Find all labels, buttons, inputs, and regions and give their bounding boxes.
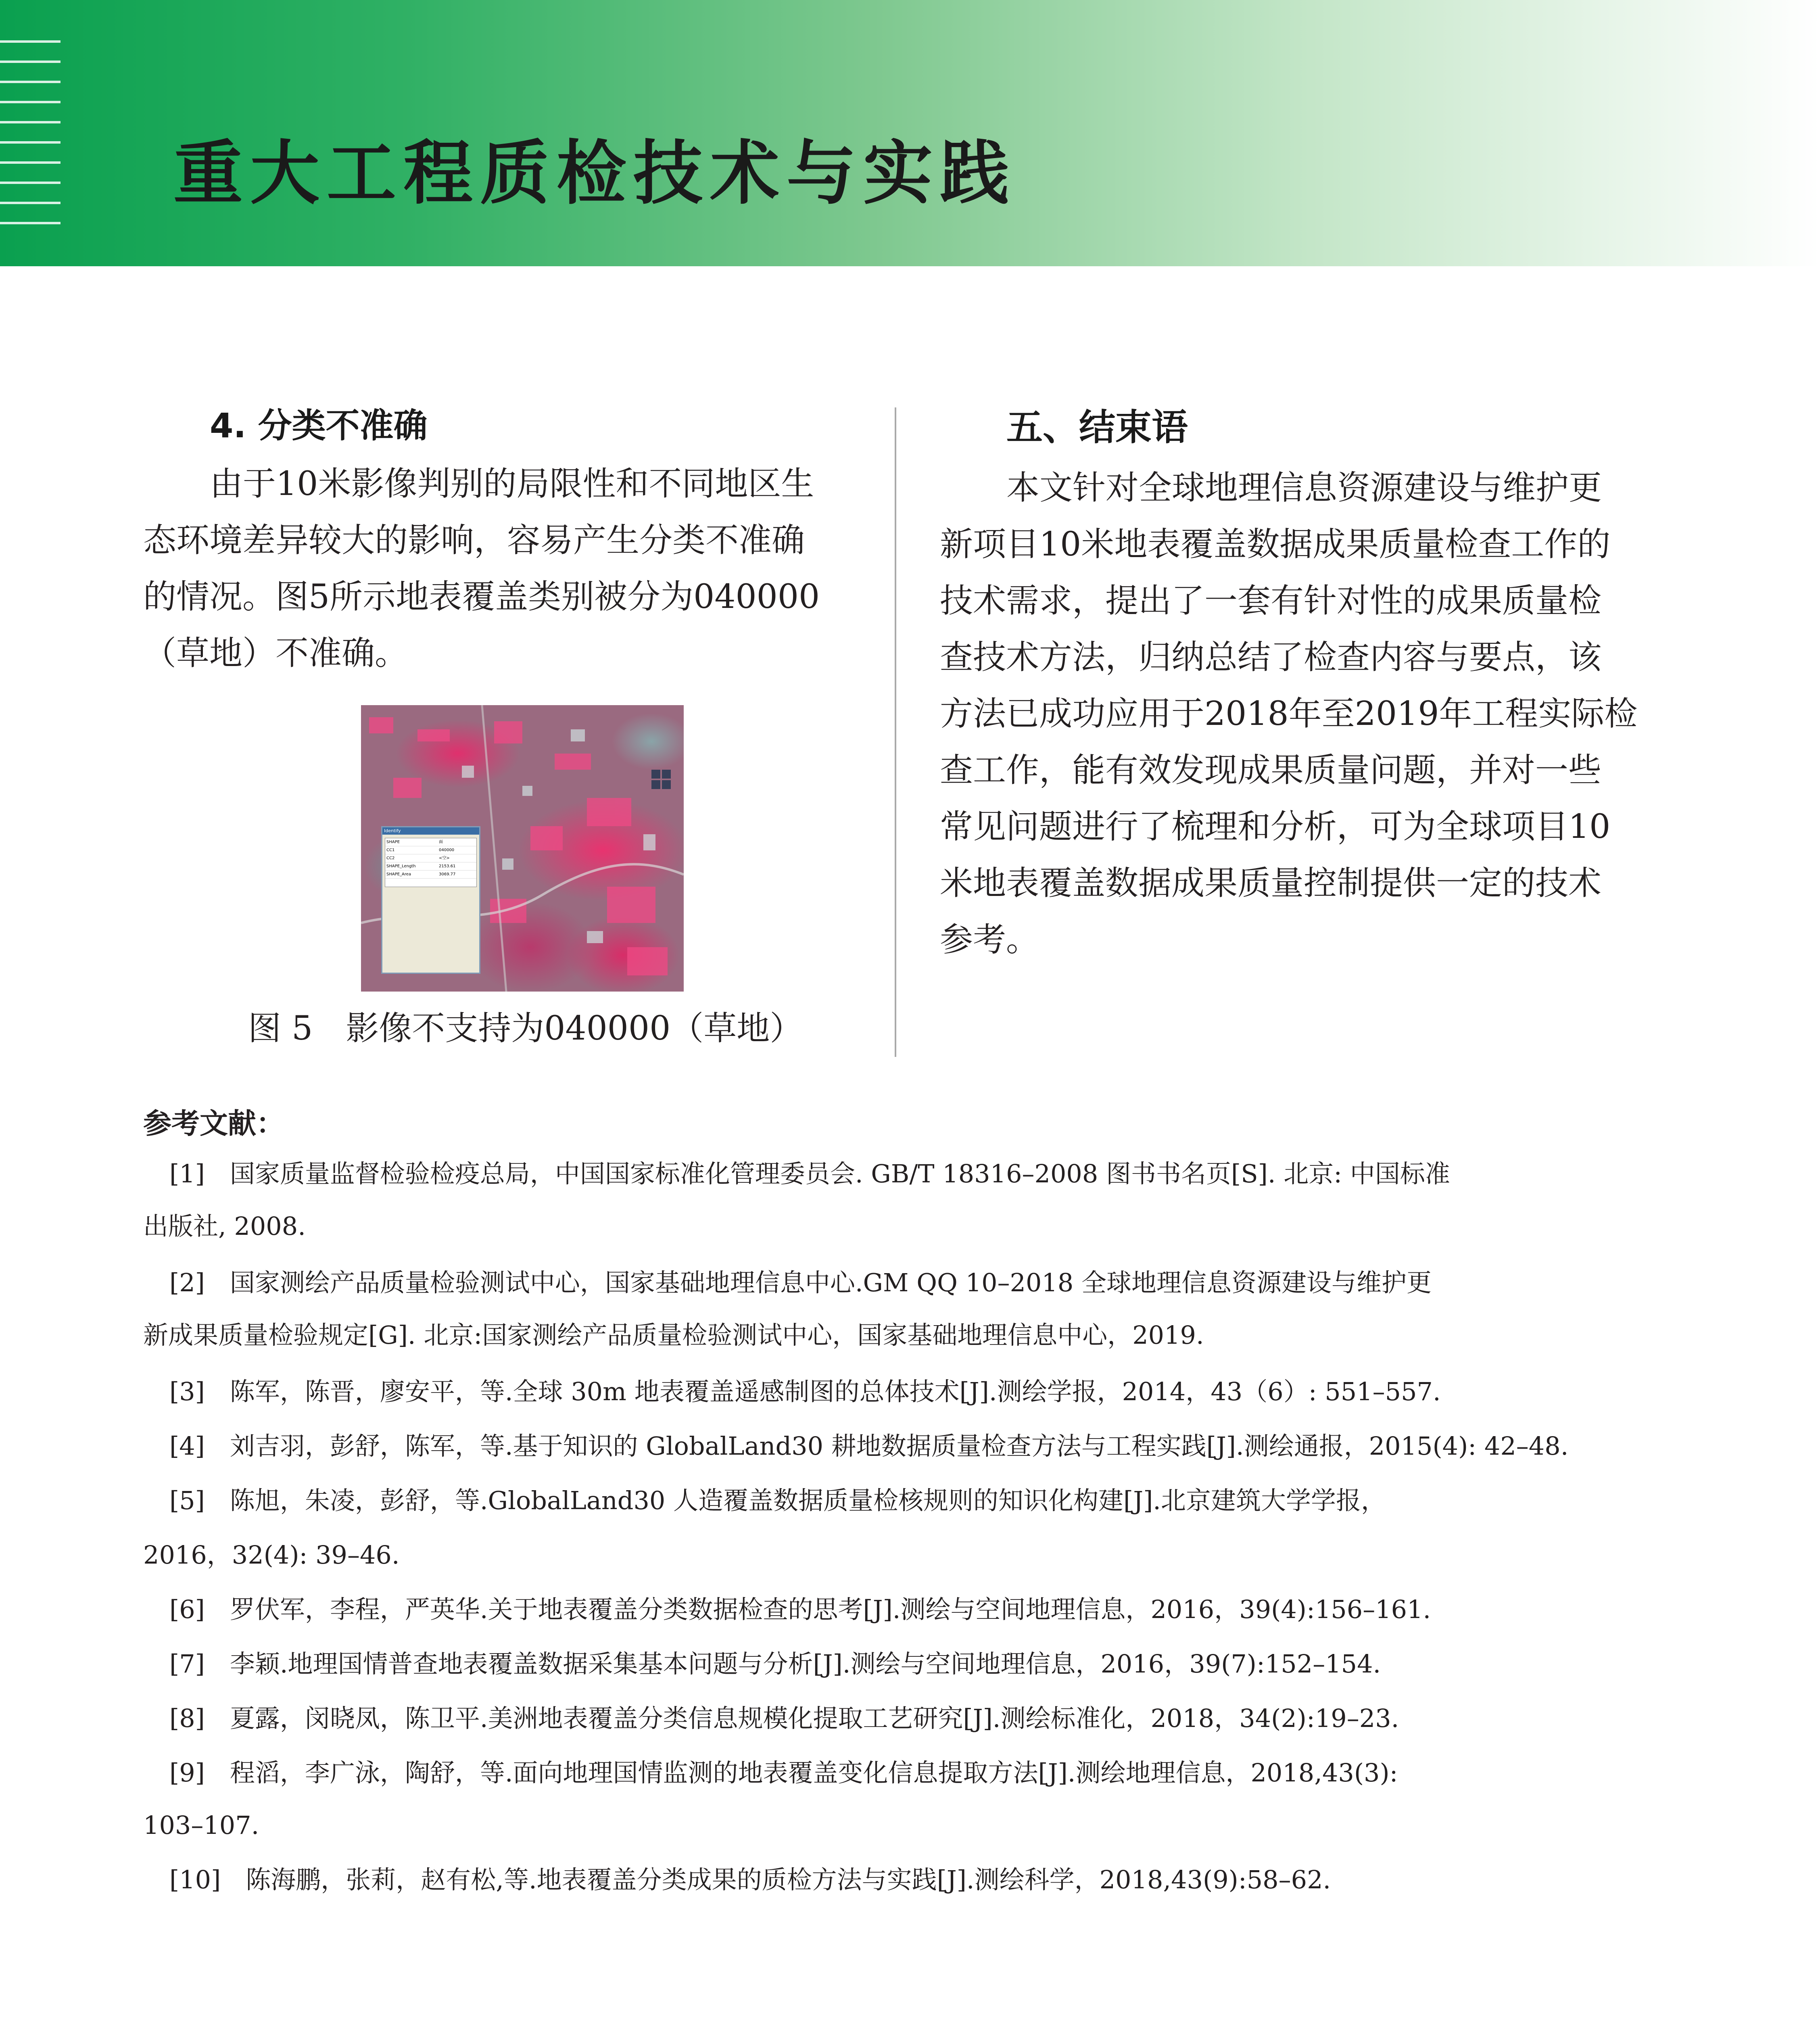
right-paragraph-line: 米地表覆盖数据成果质量控制提供一定的技术 — [940, 864, 1602, 902]
reference-line: [8] 夏露，闵晓凤，陈卫平.美洲地表覆盖分类信息规模化提取工艺研究[J].测绘标准化，2018，34(2):19–23. — [169, 1704, 1399, 1733]
reference-line: 2016，32(4): 39–46. — [143, 1540, 400, 1570]
right-paragraph-line: 新项目10米地表覆盖数据成果质量检查工作的 — [940, 525, 1611, 564]
reference-line: [10] 陈海鹏，张莉，赵有松,等.地表覆盖分类成果的质检方法与实践[J].测绘科学，2018,43(9):58–62. — [169, 1865, 1331, 1894]
table-row: CC1 040000 — [385, 846, 476, 854]
left-paragraph-line: 的情况。图5所示地表覆盖类别被分为040000 — [143, 578, 820, 616]
reference-line: [4] 刘吉羽，彭舒，陈军，等.基于知识的 GlobalLand30 耕地数据质量检查方法与工程实践[J].测绘通报，2015(4): 42–48. — [169, 1431, 1569, 1461]
left-paragraph-line: 由于10米影像判别的局限性和不同地区生 — [210, 465, 814, 503]
table-row: CC2 <空> — [385, 854, 476, 862]
right-paragraph-line: 常见问题进行了梳理和分析，可为全球项目10 — [940, 808, 1611, 846]
table-row: SHAPE 面 — [385, 838, 476, 846]
reference-line: 103–107. — [143, 1810, 259, 1840]
reference-line: [6] 罗伏军，李程，严英华.关于地表覆盖分类数据检查的思考[J].测绘与空间地理信息，2016，39(4):156–161. — [169, 1595, 1431, 1624]
references-heading: 参考文献： — [143, 1107, 284, 1140]
table-row: SHAPE_Length 2153.61 — [385, 862, 476, 871]
column-divider — [895, 407, 896, 1057]
reference-line: [2] 国家测绘产品质量检验测试中心，国家基础地理信息中心.GM QQ 10–2018 全球地理信息资源建设与维护更 — [169, 1268, 1432, 1297]
reference-line: 新成果质量检验规定[G]. 北京:国家测绘产品质量检验测试中心，国家基础地理信息中心，2019. — [143, 1320, 1204, 1350]
right-paragraph-line: 本文针对全球地理信息资源建设与维护更 — [1006, 469, 1602, 507]
reference-line: [5] 陈旭，朱凌，彭舒，等.GlobalLand30 人造覆盖数据质量检核规则的知识化构建[J].北京建筑大学学报， — [169, 1486, 1386, 1515]
right-paragraph-line: 查工作，能有效发现成果质量问题，并对一些 — [940, 751, 1602, 789]
right-paragraph-line: 技术需求，提出了一套有针对性的成果质量检 — [940, 582, 1602, 620]
journal-section-title: 重大工程质检技术与实践 — [173, 133, 1016, 214]
identify-attribute-panel — [381, 826, 480, 974]
header-band — [0, 0, 1820, 266]
left-paragraph-line: 态环境差异较大的影响，容易产生分类不准确 — [143, 521, 805, 560]
left-paragraph-line: （草地）不准确。 — [143, 634, 408, 672]
section-heading-conclusion: 五、结束语 — [1006, 406, 1188, 449]
right-paragraph-line: 参考。 — [940, 921, 1039, 959]
reference-line: [9] 程滔，李广泳，陶舒，等.面向地理国情监测的地表覆盖变化信息提取方法[J].测绘地理信息，2018,43(3): — [169, 1758, 1398, 1787]
satellite-image-figure — [361, 705, 684, 992]
reference-line: [7] 李颖.地理国情普查地表覆盖数据采集基本问题与分析[J].测绘与空间地理信息，2016，39(7):152–154. — [169, 1649, 1381, 1679]
right-paragraph-line: 方法已成功应用于2018年至2019年工程实际检 — [940, 695, 1638, 733]
section-heading-classification: 4. 分类不准确 — [210, 406, 428, 445]
table-row: SHAPE_Area 3069.77 — [385, 871, 476, 879]
reference-line: [3] 陈军，陈晋，廖安平，等.全球 30m 地表覆盖遥感制图的总体技术[J].测绘学报，2014，43（6）: 551–557. — [169, 1377, 1441, 1406]
reference-line: [1] 国家质量监督检验检疫总局，中国国家标准化管理委员会. GB/T 18316–2008 图书书名页[S]. 北京: 中国标准 — [169, 1159, 1450, 1188]
right-paragraph-line: 查技术方法，归纳总结了检查内容与要点，该 — [940, 638, 1602, 677]
header-decorative-lines — [0, 40, 61, 250]
reference-line: 出版社, 2008. — [143, 1211, 306, 1241]
attribute-table — [385, 838, 477, 887]
panel-title: Identify — [382, 827, 479, 835]
figure-caption: 图 5 影像不支持为040000（草地） — [248, 1009, 803, 1048]
